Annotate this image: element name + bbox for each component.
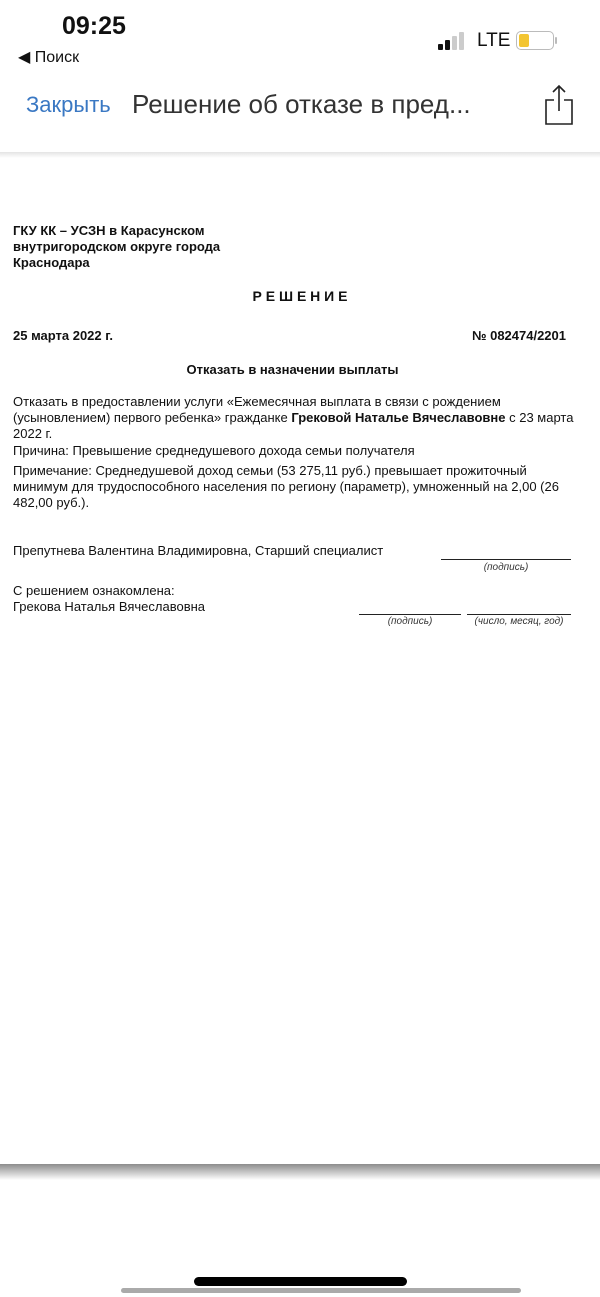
specialist: Препутнева Валентина Владимировна, Старший специалист [13,543,384,558]
battery-tip [555,37,557,44]
status-time: 09:25 [62,12,126,40]
decision-body [13,394,578,442]
divider [0,152,600,158]
home-indicator[interactable] [194,1277,407,1286]
document-title: Решение об отказе в пред... [132,89,471,119]
page-edge-shadow [0,1164,600,1180]
signal-icon [438,32,468,50]
reason: Причина: Превышение среднедушевого дохода семьи получателя [13,443,415,458]
recipient-name: Грековой Наталье Вячеславовне [291,410,506,425]
battery-icon [516,31,554,50]
body-text: Отказать в предоставлении услуги «Ежемесячная выплата в связи с рождением (усыновлением) первого ребенка» гражданке [13,394,501,425]
acknowledged-label: С решением ознакомлена: [13,583,175,598]
decision-subject: Отказать в назначении выплаты [186,362,399,377]
signature-caption: (подпись) [483,562,529,573]
organization [13,223,273,271]
back-to-search[interactable]: ◀ Поиск [18,49,80,66]
note: Примечание: Среднедушевой доход семьи (53 275,11 руб.) превышает прожиточный минимум для трудоспособного населения по региону (параметр), умноженный на 2,00 (26 482,00 руб.). [13,463,559,510]
network-type: LTE [477,30,511,51]
org-line: Краснодара [13,255,90,270]
recipient-signature-line [359,614,461,615]
date-caption: (число, месяц, год) [474,616,564,627]
decision-number: № 082474/2201 [471,328,566,343]
signature-line [441,559,571,560]
share-icon[interactable] [544,84,574,126]
org-line: ГКУ КК – УСЗН в Карасунском [13,223,205,238]
decision-date: 25 марта 2022 г. [13,328,113,343]
body-text-end: с 23 марта 2022 г. [13,410,574,441]
org-line: внутригородском округе города [13,239,221,254]
signature-caption: (подпись) [387,616,433,627]
date-line [467,614,571,615]
decision-heading: Р Е Ш Е Н И Е [252,288,348,304]
close-button[interactable]: Закрыть [26,92,111,117]
recipient: Грекова Наталья Вячеславовна [13,599,206,614]
scrollbar[interactable] [121,1288,521,1293]
